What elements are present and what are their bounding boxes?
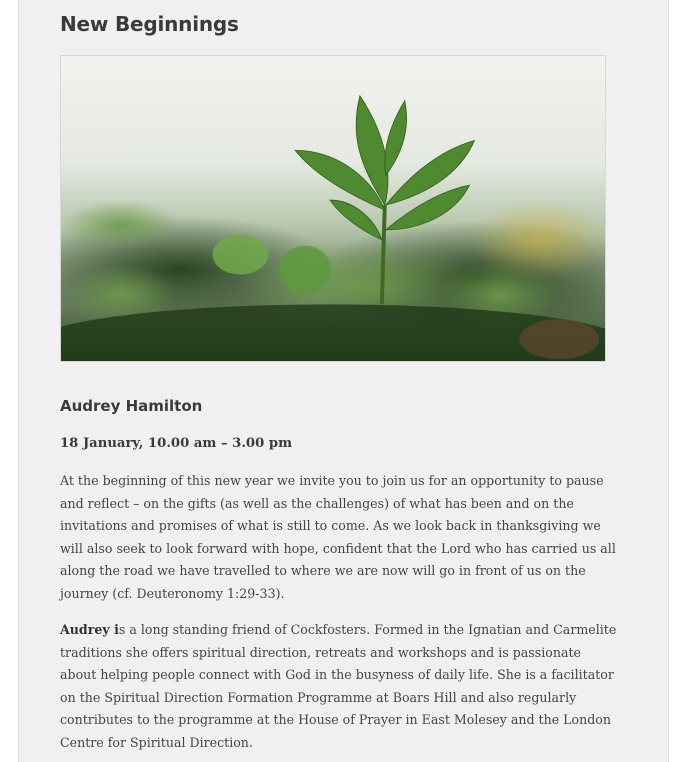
intro-paragraph: At the beginning of this new year we invite you to join us for an opportunity to pause and reflect – on the gifts (as well as the challenges) of what has been and on the invitations and promises of what is still to come. As we look back in thanksgiving we will also seek to look forward with hope, confident that the Lord who has carried us all along the road we have travelled to where we are now will go in front of us on the journey (cf. Deuteronomy 1:29-33). [60,473,616,601]
bio-paragraph [60,619,620,754]
seedling-photo [61,56,605,361]
author-name: Audrey Hamilton [60,397,203,415]
event-date: 18 January, 10.00 am – 3.00 pm [60,436,293,451]
bio-text: s a long standing friend of Cockfosters. Formed in the Ignatian and Carmelite traditions she offers spiritual direction, retreats and workshops and is passionate about helping people connect with God in the busyness of daily life. She is a facilitator on the Spiritual Direction Formation Programme at Boars Hill and also regularly contributes to the programme at the House of Prayer in East Molesey and the London Centre for Spiritual Direction. [60,622,617,750]
content-panel [18,0,669,762]
bio-name: Audrey i [60,622,119,637]
page-title: New Beginnings [60,12,239,36]
hero-image [60,55,606,362]
